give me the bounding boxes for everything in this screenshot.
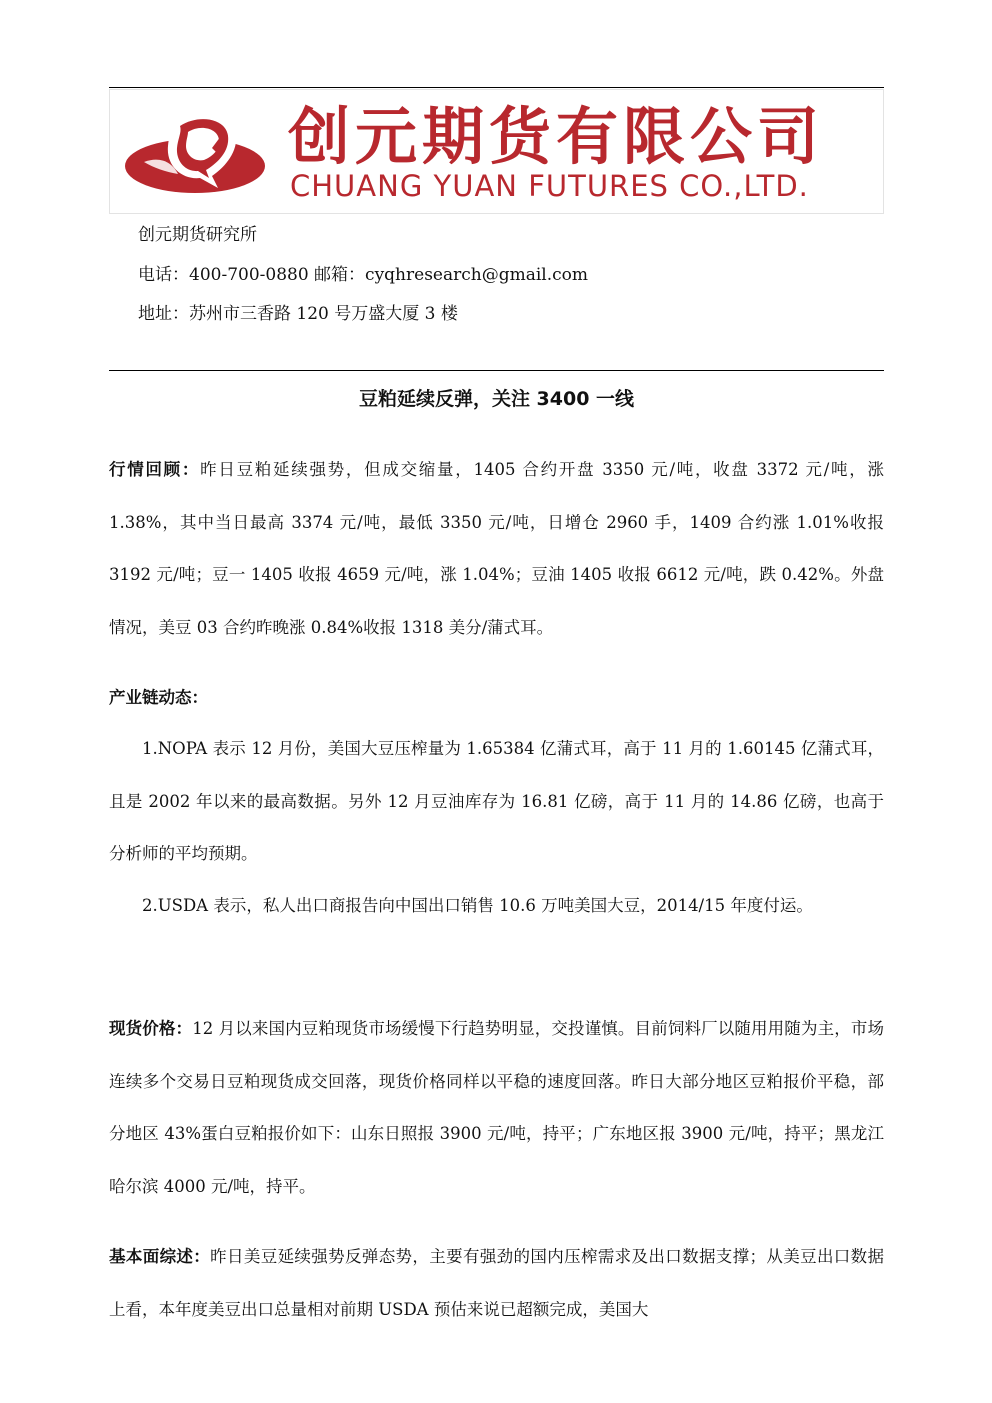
company-banner [109, 89, 884, 214]
company-name-cn: 创元期货有限公司 [288, 100, 825, 173]
spot-price-label: 现货价格： [109, 1019, 193, 1038]
header-bottom-rule [109, 370, 884, 371]
spot-price-text: 12 月以来国内豆粕现货市场缓慢下行趋势明显，交投谨慎。目前饲料厂以随用用随为主，市场连续多个交易日豆粕现货成交回落，现货价格同样以平稳的速度回落。昨日大部分地区豆粕报价平稳，部分地区 43%蛋白豆粕报价如下：山东日照报 3900 元/吨，持平；广东地区报 3900 元/吨，持平；黑龙江哈尔滨 4000 元/吨，持平。 [109, 1019, 884, 1196]
market-review-paragraph [109, 444, 884, 654]
company-name-en: CHUANG YUAN FUTURES CO.,LTD. [290, 169, 809, 203]
company-logo-icon [120, 102, 270, 202]
industry-item-2: 2.USDA 表示，私人出口商报告向中国出口销售 10.6 万吨美国大豆，2014/15 年度付运。 [142, 896, 813, 915]
institute-name: 创元期货研究所 [138, 225, 257, 245]
document-title: 豆粕延续反弹，关注 3400 一线 [358, 388, 635, 410]
contact-phone-email: 电话：400-700-0880 邮箱：cyqhresearch@gmail.com [138, 265, 589, 285]
spot-price-paragraph [109, 1003, 884, 1213]
industry-item-1: 1.NOPA 表示 12 月份，美国大豆压榨量为 1.65384 亿蒲式耳，高于 11 月的 1.60145 亿蒲式耳，且是 2002 年以来的最高数据。另外 12 月豆油库存为 16.81 亿磅，高于 11 月的 14.86 亿磅，也高于分析师的平均预期。 [109, 739, 884, 863]
fundamentals-text: 昨日美豆延续强势反弹态势，主要有强劲的国内压榨需求及出口数据支撑；从美豆出口数据上看，本年度美豆出口总量相对前期 USDA 预估来说已超额完成，美国大 [109, 1247, 885, 1319]
market-review-label: 行情回顾： [109, 460, 201, 479]
header-top-rule [109, 87, 884, 88]
market-review-text: 昨日豆粕延续强势，但成交缩量，1405 合约开盘 3350 元/吨，收盘 3372 元/吨，涨 1.38%，其中当日最高 3374 元/吨，最低 3350 元/吨，日增仓 2960 手，1409 合约涨 1.01%收报 3192 元/吨；豆一 1405 收报 4659 元/吨，涨 1.04%；豆油 1405 收报 6612 元/吨，跌 0.42%。外盘情况，美豆 03 合约昨晚涨 0.84%收报 1318 美分/蒲式耳。 [109, 460, 885, 637]
contact-address: 地址：苏州市三香路 120 号万盛大厦 3 楼 [138, 304, 458, 324]
fundamentals-label: 基本面综述： [109, 1247, 211, 1266]
industry-chain-heading: 产业链动态： [109, 688, 208, 707]
fundamentals-paragraph [109, 1231, 884, 1336]
